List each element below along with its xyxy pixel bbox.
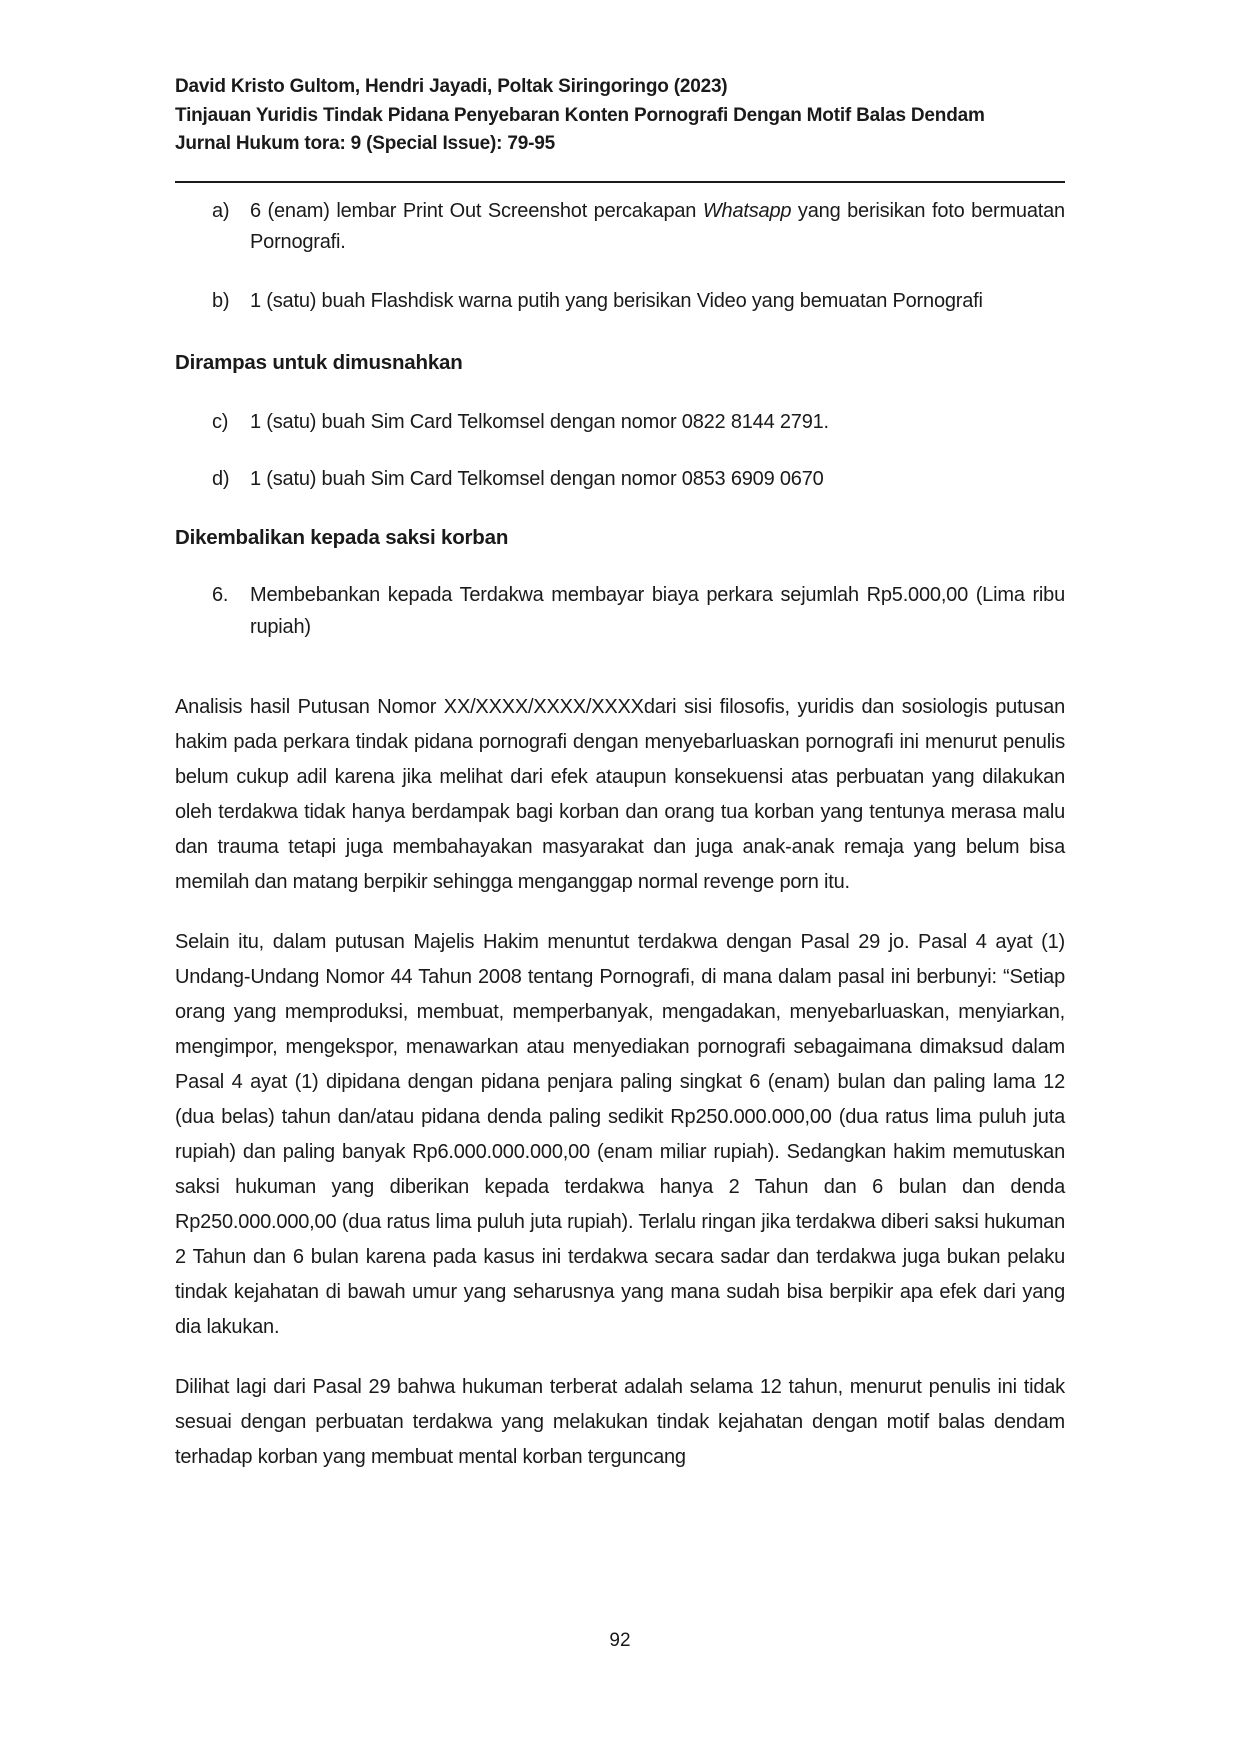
heading-dirampas: Dirampas untuk dimusnahkan xyxy=(175,350,463,374)
paragraph-dilihat-lagi: Dilihat lagi dari Pasal 29 bahwa hukuman terberat adalah selama 12 tahun, menurut penulis ini tidak sesuai dengan perbuatan terdakwa yang melakukan tindak kejahatan dengan motif balas dendam terhadap korban yang membuat mental korban terguncang xyxy=(175,1375,1065,1468)
paragraph-analysis: Analisis hasil Putusan Nomor XX/XXXX/XXXX/XXXXdari sisi filosofis, yuridis dan sosiologis putusan hakim pada perkara tindak pidana pornografi dengan menyebarluaskan pornografi ini menurut penulis belum cukup adil karena jika melihat dari efek ataupun konsekuensi atas perbuatan yang dilakukan oleh terdakwa tidak hanya berdampak bagi korban dan orang tua korban yang tentunya merasa malu dan trauma tetapi juga membahayakan masyarakat dan juga anak-anak remaja yang belum bisa memilah dan matang berpikir sehingga menganggap normal revenge porn itu. xyxy=(175,695,1065,893)
page-number: 92 xyxy=(609,1630,631,1651)
page-footer xyxy=(0,1630,1240,1652)
list-text-a-pre: 6 (enam) lembar Print Out Screenshot percakapan xyxy=(250,199,703,222)
heading-dikembalikan: Dikembalikan kepada saksi korban xyxy=(175,525,509,549)
list-item-6 xyxy=(175,579,1065,643)
article-body xyxy=(175,196,1065,1475)
list-item-b xyxy=(175,286,1065,317)
header-journal-citation: Jurnal Hukum tora: 9 (Special Issue): 79-95 xyxy=(175,133,555,154)
list-item-c xyxy=(175,407,1065,438)
list-item-d xyxy=(175,464,1065,495)
paragraph-pasal-29: Selain itu, dalam putusan Majelis Hakim menuntut terdakwa dengan Pasal 29 jo. Pasal 4 ayat (1) Undang-Undang Nomor 44 Tahun 2008 tentang Pornografi, di mana dalam pasal ini berbunyi: “Setiap orang yang memproduksi, membuat, memperbanyak, mengadakan, menyebarluaskan, menyiarkan, mengimpor, mengekspor, menawarkan atau menyediakan pornografi sebagaimana dimaksud dalam Pasal 4 ayat (1) dipidana dengan pidana penjara paling singkat 6 (enam) bulan dan paling lama 12 (dua belas) tahun dan/atau pidana denda paling sedikit Rp250.000.000,00 (dua ratus lima puluh juta rupiah) dan paling banyak Rp6.000.000.000,00 (enam miliar rupiah). Sedangkan hakim memutuskan saksi hukuman yang diberikan kepada terdakwa hanya 2 Tahun dan 6 bulan dan denda Rp250.000.000,00 (dua ratus lima puluh juta rupiah). Terlalu ringan jika terdakwa diberi saksi hukuman 2 Tahun dan 6 bulan karena pada kasus ini terdakwa secara sadar dan terdakwa juga bukan pelaku tindak kejahatan di bawah umur yang seharusnya yang mana sudah bisa berpikir apa efek dari yang dia lakukan. xyxy=(175,930,1065,1338)
list-text-d: 1 (satu) buah Sim Card Telkomsel dengan nomor 0853 6909 0670 xyxy=(250,467,824,490)
list-marker-d: d) xyxy=(212,467,230,490)
list-text-a xyxy=(250,196,1065,258)
header-authors: David Kristo Gultom, Hendri Jayadi, Poltak Siringoringo (2023) xyxy=(175,76,728,97)
page-content xyxy=(175,0,1065,1475)
header-article-title: Tinjauan Yuridis Tindak Pidana Penyebaran Konten Pornografi Dengan Motif Balas Dendam xyxy=(175,104,985,126)
list-marker-6: 6. xyxy=(212,583,229,606)
list-text-c: 1 (satu) buah Sim Card Telkomsel dengan nomor 0822 8144 2791. xyxy=(250,410,829,433)
list-item-a xyxy=(175,196,1065,258)
list-text-b: 1 (satu) buah Flashdisk warna putih yang berisikan Video yang bemuatan Pornografi xyxy=(250,289,983,312)
list-marker-c: c) xyxy=(212,410,229,433)
list-text-a-italic: Whatsapp xyxy=(702,199,792,222)
header-rule xyxy=(175,181,1065,183)
list-text-a-post: yang berisikan foto bermuatan Pornografi. xyxy=(250,199,1065,253)
running-header xyxy=(175,73,1065,159)
list-marker-b: b) xyxy=(212,289,230,312)
list-text-6: Membebankan kepada Terdakwa membayar biaya perkara sejumlah Rp5.000,00 (Lima ribu rupiah) xyxy=(250,583,1065,638)
list-marker-a: a) xyxy=(212,199,230,222)
